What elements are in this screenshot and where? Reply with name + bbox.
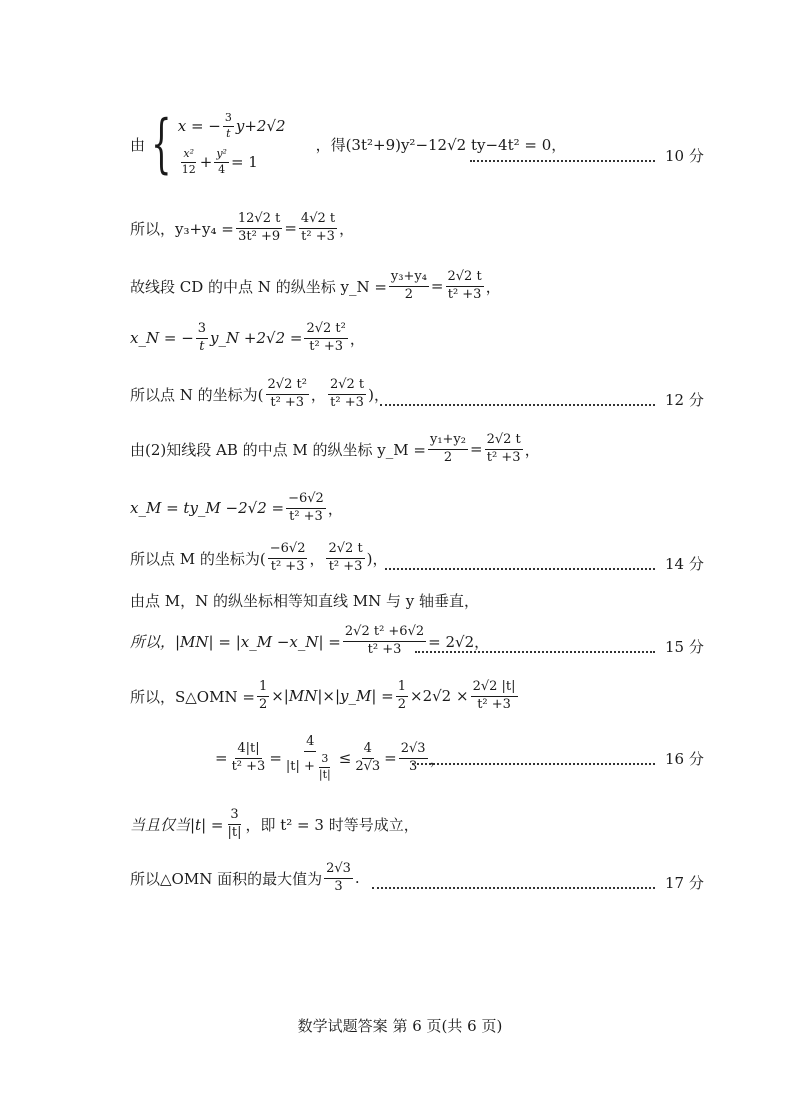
score-15: 15 分 (665, 638, 704, 656)
area-formula-line: 所以，S△OMN = $\frac{1}{2}$ ×|MN|×|y_M| = $\frac{1}{2}$ ×2√2 × $\frac{2√2 |t|}{\text{t² +3}}$ (130, 679, 516, 712)
point-m-coordinates-line: 所以点 M 的坐标为( $\frac{-6√2}{\text{t² +3}}$ ， $\frac{2√2 t}{\text{t² +3}}$ )， (130, 541, 388, 574)
midpoint-n-x-line: x_N = − $\frac{3}{t}$ y_N +2√2 = $\frac{\text{2√2 t²}}{\text{t² +3}}$ ， (130, 321, 365, 354)
system-eq-2: $\frac{\text{x²}}{12}$ + $\frac{\text{y²}}{4}$ = 1 (181, 147, 258, 176)
score-17: 17 分 (665, 874, 704, 892)
left-brace: { (151, 107, 172, 182)
equality-condition-line: 当且仅当|t| = $\frac{3}{|t|}$ ，即 t² = 3 时等号成立， (130, 807, 419, 840)
dot-leader (372, 887, 655, 889)
midpoint-n-y-line: 故线段 CD 的中点 N 的纵坐标 y_N = $\frac{\text{y₃+y₄}}{2}$ = $\frac{2√2 t}{\text{t² +3}}$ ， (130, 269, 501, 302)
mn-length-line: 所以，|MN| = |x_M −x_N| = $\frac{\text{2√2 t² +6√2}}{\text{t² +3}}$ = 2√2， (130, 624, 490, 657)
midpoint-m-x-line: x_M = ty_M −2√2 = $\frac{-6√2}{\text{t² +3}}$ ， (130, 491, 343, 524)
mn-perpendicular-line: 由点 M，N 的纵坐标相等知直线 MN 与 y 轴垂直， (130, 592, 480, 610)
page-footer: 数学试题答案 第 6 页(共 6 页) (297, 1017, 503, 1035)
score-16: 16 分 (665, 750, 704, 768)
dot-leader (385, 568, 655, 570)
score-14: 14 分 (665, 555, 704, 573)
dot-leader (412, 763, 655, 765)
max-area-line: 所以△OMN 面积的最大值为 $\frac{2√3}{3}$ . (130, 861, 360, 894)
score-10: 10 分 (665, 147, 704, 165)
dot-leader (470, 160, 655, 162)
midpoint-m-y-line: 由(2)知线段 AB 的中点 M 的纵坐标 y_M = $\frac{\text{y₁+y₂}}{2}$ = $\frac{2√2 t}{\text{t² +3}}$ ， (130, 432, 540, 465)
point-n-coordinates-line: 所以点 N 的坐标为( $\frac{\text{2√2 t²}}{\text{t² +3}}$ ， $\frac{2√2 t}{\text{t² +3}}$ )， (130, 377, 389, 410)
system-eq-1: x = − $\frac{3}{t}$ y+2√2 (177, 111, 286, 140)
sum-y3-y4-line: 所以，y₃+y₄ = $\frac{12√2 t}{\text{3t² +9}}$ = $\frac{4√2 t}{\text{t² +3}}$ ， (130, 211, 355, 244)
dot-leader (380, 404, 655, 406)
score-12: 12 分 (665, 391, 704, 409)
area-inequality-line: = $\frac{4|t|}{\text{t² +3}}$ = 4 |t| + $\frac{3}{|t|}$ ≤ $\frac{4}{2√3}$ = $\frac{2√3}{3}$ ， (215, 734, 445, 781)
system-result: ，得(3t²+9)y²−12√2 ty−4t² = 0， (315, 135, 567, 154)
dot-leader (415, 651, 655, 653)
equation-system-line (130, 107, 567, 182)
equation-system (178, 112, 286, 177)
prefix-text: 由 (130, 135, 146, 154)
